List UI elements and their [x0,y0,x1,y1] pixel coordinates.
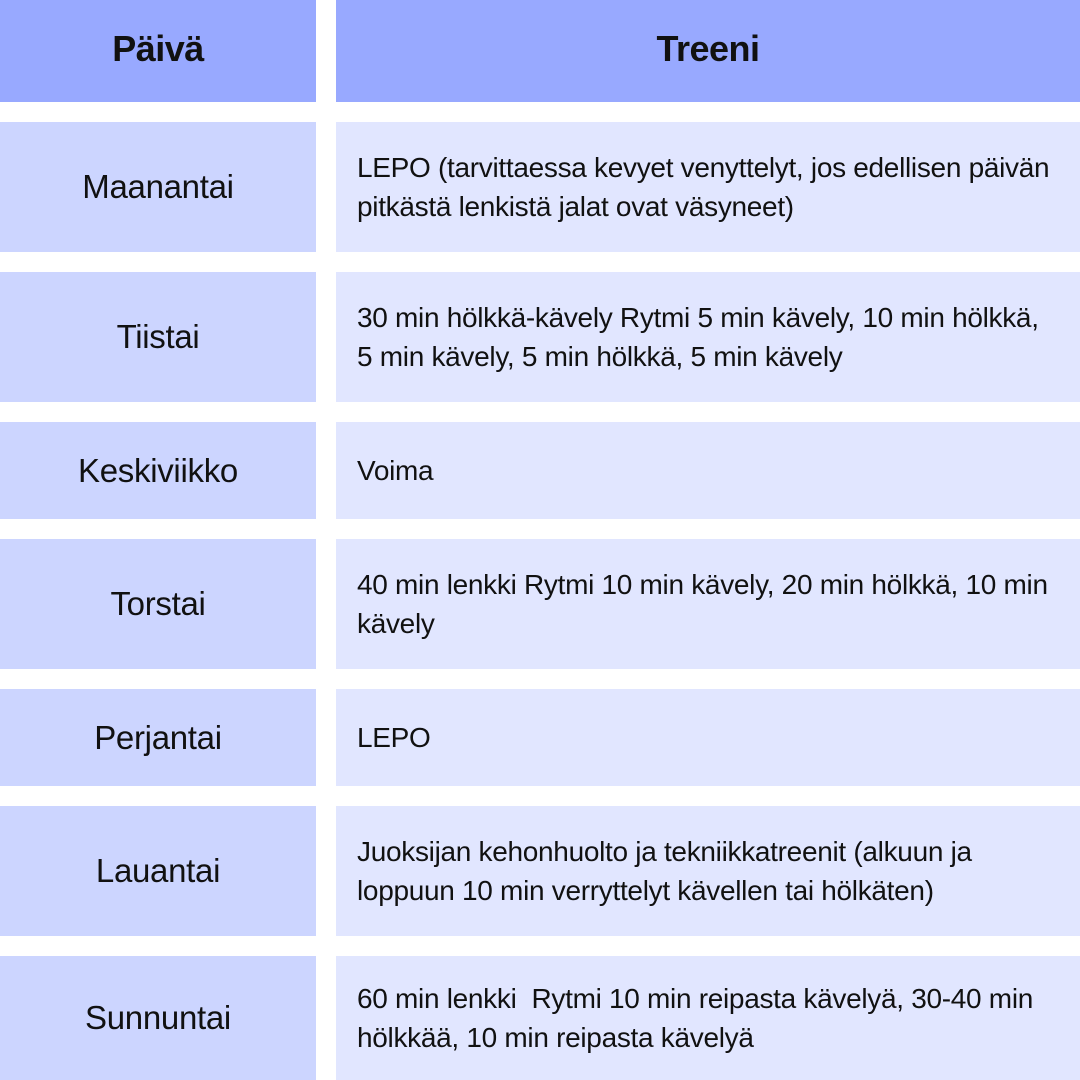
day-cell-tuesday [0,272,316,402]
day-cell-thursday [0,539,316,669]
day-label: Torstai [110,585,206,622]
day-cell-wednesday [0,422,316,519]
header-workout [336,0,1080,102]
day-label: Tiistai [116,318,200,355]
workout-text: Voima [357,455,434,486]
workout-text: LEPO [357,722,431,753]
workout-text: 40 min lenkki Rytmi 10 min kävely, 20 min hölkkä, 10 min kävely [357,569,1056,639]
day-label: Keskiviikko [78,451,238,489]
day-label: Lauantai [95,852,221,889]
workout-cell-monday [336,122,1080,252]
day-label: Perjantai [94,718,222,756]
workout-cell-tuesday [336,272,1080,402]
workout-cell-friday [336,689,1080,786]
day-cell-monday [0,122,316,252]
day-cell-saturday [0,806,316,936]
workout-cell-sunday [336,956,1080,1080]
workout-cell-wednesday [336,422,1080,519]
day-label: Maanantai [82,168,234,205]
workout-text: Juoksijan kehonhuolto ja tekniikkatreenit (alkuun ja loppuun 10 min verryttelyt kävellen tai hölkäten) [357,836,980,906]
header-workout-label: Treeni [656,28,760,69]
day-label: Sunnuntai [85,999,231,1036]
workout-text: 30 min hölkkä-kävely Rytmi 5 min kävely, 10 min hölkkä, 5 min kävely, 5 min hölkkä, 5 min kävely [357,302,1047,372]
workout-text: LEPO (tarvittaessa kevyet venyttelyt, jos edellisen päivän pitkästä lenkistä jalat ovat väsyneet) [357,152,1057,222]
day-cell-friday [0,689,316,786]
workout-cell-thursday [336,539,1080,669]
day-cell-sunday [0,956,316,1080]
workout-cell-saturday [336,806,1080,936]
workout-text: 60 min lenkki Rytmi 10 min reipasta kävelyä, 30-40 min hölkkää, 10 min reipasta kävelyä [357,983,1041,1053]
header-day-label: Päivä [112,28,204,69]
header-day [0,0,316,102]
